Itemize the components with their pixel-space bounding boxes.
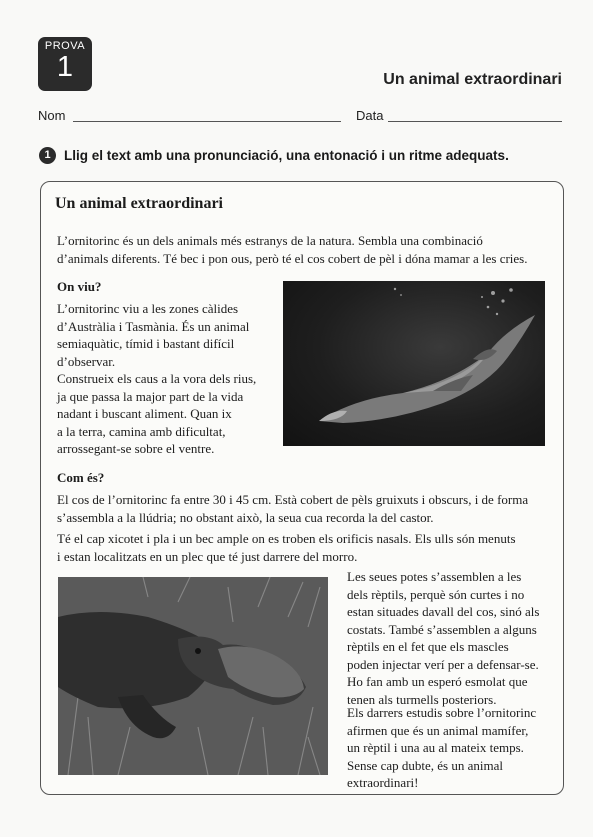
text-line: un rèptil i una au al mateix temps. xyxy=(347,740,524,755)
section-heading-what: Com és? xyxy=(57,470,105,485)
head-paragraph xyxy=(57,530,516,565)
text-line: a la terra, camina amb dificultat, xyxy=(57,423,226,439)
burrow-paragraph xyxy=(57,370,256,458)
text-line: L’ornitorinc viu a les zones càlides xyxy=(57,301,239,316)
text-line: d’observar. xyxy=(57,353,116,369)
text-line: rèptils en el fet que els mascles xyxy=(347,639,509,654)
body-paragraph xyxy=(57,491,528,526)
reading-title: Un animal extraordinari xyxy=(55,195,223,212)
legs-paragraph xyxy=(347,568,539,708)
text-line: nadant i buscant aliment. Quan ix xyxy=(57,406,232,421)
text-line: Ho fan amb un esperó esmolat que xyxy=(347,674,528,689)
section-heading-where: On viu? xyxy=(57,279,102,294)
text-line: i estan localitzats en un plec que té just darrere del morro. xyxy=(57,548,358,564)
text-line: Les seues potes s’assemblen a les xyxy=(347,569,522,584)
text-line: afirmen que és un animal mamífer, xyxy=(347,722,529,738)
intro-paragraph xyxy=(57,232,527,267)
text-line: Construeix els caus a la vora dels rius, xyxy=(57,371,257,386)
text-line: s’assembla a la llúdria; no obstant això, la seua cua recorda la del castor. xyxy=(57,509,434,525)
conclusion-paragraph xyxy=(347,704,536,792)
text-line: Sense cap dubte, és un animal xyxy=(347,757,503,773)
date-label: Data xyxy=(356,108,384,123)
task-number: 1 xyxy=(39,147,56,164)
text-line: Els darrers estudis sobre l’ornitorinc xyxy=(347,705,537,720)
task-text: Llig el text amb una pronunciació, una entonació i un ritme adequats. xyxy=(64,148,509,163)
text-line: estan situades davall del cos, sinó als xyxy=(347,604,540,619)
text-line: L’ornitorinc és un dels animals més estranys de la natura. Sembla una combinació xyxy=(57,233,483,248)
text-line: poden injectar verí per a defensar-se. xyxy=(347,656,539,672)
text-line: extraordinari! xyxy=(347,775,419,790)
text-line: d’Austràlia i Tasmània. És un animal xyxy=(57,318,250,334)
text-line: arrossegant-se sobre el ventre. xyxy=(57,441,215,456)
habitat-paragraph xyxy=(57,300,249,370)
swimming-platypus-photo xyxy=(283,281,545,446)
task-instruction xyxy=(39,147,509,164)
badge-label: PROVA xyxy=(44,40,86,52)
text-line: dels rèptils, perquè són curtes i no xyxy=(347,586,525,602)
page-title: Un animal extraordinari xyxy=(383,71,562,88)
name-label: Nom xyxy=(38,108,66,123)
date-field[interactable] xyxy=(388,121,562,122)
test-badge xyxy=(38,37,92,91)
text-line: semiaquàtic, tímid i bastant difícil xyxy=(57,336,235,351)
platypus-on-grass-photo xyxy=(58,577,328,775)
text-line: ja que passa la major part de la vida xyxy=(57,388,244,404)
text-line: El cos de l’ornitorinc fa entre 30 i 45 cm. Està cobert de pèls gruixuts i obscurs, i de forma xyxy=(57,492,529,507)
text-line: d’animals diferents. Té bec i pon ous, però té el cos cobert de pèl i dóna mamar a les cries. xyxy=(57,250,528,266)
name-field[interactable] xyxy=(73,121,341,122)
text-line: costats. També s’assemblen a alguns xyxy=(347,621,537,637)
text-line: Té el cap xicotet i pla i un bec ample on es troben els orificis nasals. Els ulls són menuts xyxy=(57,531,516,546)
badge-number: 1 xyxy=(56,51,74,83)
text-line: tenen als turmells posteriors. xyxy=(347,691,497,707)
